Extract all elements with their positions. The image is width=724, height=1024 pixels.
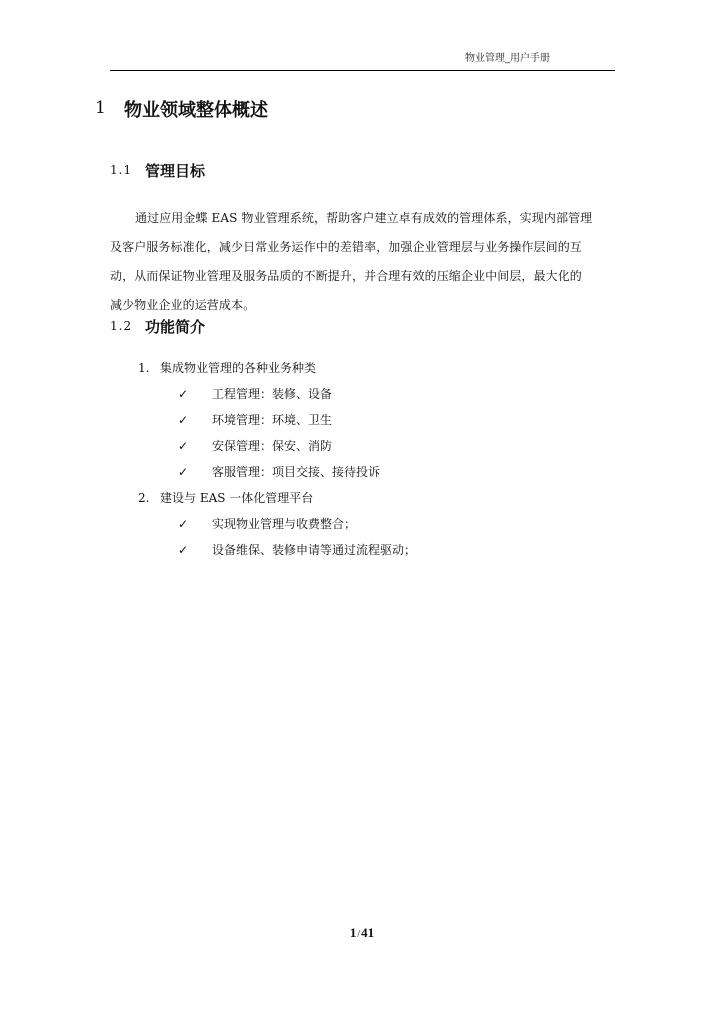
list-item-text: 建设与 EAS 一体化管理平台: [160, 491, 314, 505]
section-1-2-title: 功能简介: [145, 318, 206, 336]
paragraph-line: 及客户服务标准化，减少日常业务运作中的差错率，加强企业管理层与业务操作层间的互: [110, 240, 582, 254]
bullet-item: [178, 437, 332, 454]
paragraph-line: 通过应用金蝶 EAS 物业管理系统，帮助客户建立卓有成效的管理体系，实现内部管理: [135, 211, 593, 225]
total-pages: 41: [361, 925, 375, 940]
page-number: [0, 925, 724, 941]
list-item: [138, 359, 316, 376]
bullet-item: [178, 463, 380, 480]
list-item: [138, 489, 313, 506]
bullet-item: [178, 541, 416, 558]
bullet-text: 客服管理：项目交接、接待投诉: [212, 465, 381, 479]
bullet-item: [178, 385, 332, 402]
section-1-1-title: 管理目标: [145, 162, 206, 180]
bullet-text: 工程管理：装修、设备: [212, 387, 333, 401]
paragraph-line: 减少物业企业的运营成本。: [110, 298, 256, 312]
checkmark-icon: ✓: [178, 387, 189, 401]
list-item-number: 1.: [138, 361, 150, 375]
section-1-1-number: 1.1: [110, 163, 133, 177]
checkmark-icon: ✓: [178, 517, 189, 531]
checkmark-icon: ✓: [178, 439, 189, 453]
bullet-text: 设备维保、装修申请等通过流程驱动；: [212, 543, 417, 557]
section-1-number: 1: [95, 98, 106, 118]
running-header: 物业管理_用户手册: [465, 53, 550, 64]
management-goal-paragraph: [110, 204, 615, 320]
bullet-text: 安保管理：保安、消防: [212, 439, 333, 453]
current-page: 1: [349, 925, 357, 940]
paragraph-line: 动，从而保证物业管理及服务品质的不断提升，并合理有效的压缩企业中间层，最大化的: [110, 269, 582, 283]
section-1-title: 物业领域整体概述: [124, 100, 268, 121]
list-item-text: 集成物业管理的各种业务种类: [160, 361, 317, 375]
bullet-item: [178, 515, 356, 532]
list-item-number: 2.: [138, 491, 150, 505]
checkmark-icon: ✓: [178, 413, 189, 427]
checkmark-icon: ✓: [178, 465, 189, 479]
checkmark-icon: ✓: [178, 543, 189, 557]
bullet-text: 实现物业管理与收费整合；: [212, 517, 357, 531]
header-divider: [110, 70, 615, 71]
bullet-item: [178, 411, 332, 428]
bullet-text: 环境管理：环境、卫生: [212, 413, 333, 427]
section-1-2-number: 1.2: [110, 319, 133, 333]
page-separator: /: [357, 929, 361, 940]
